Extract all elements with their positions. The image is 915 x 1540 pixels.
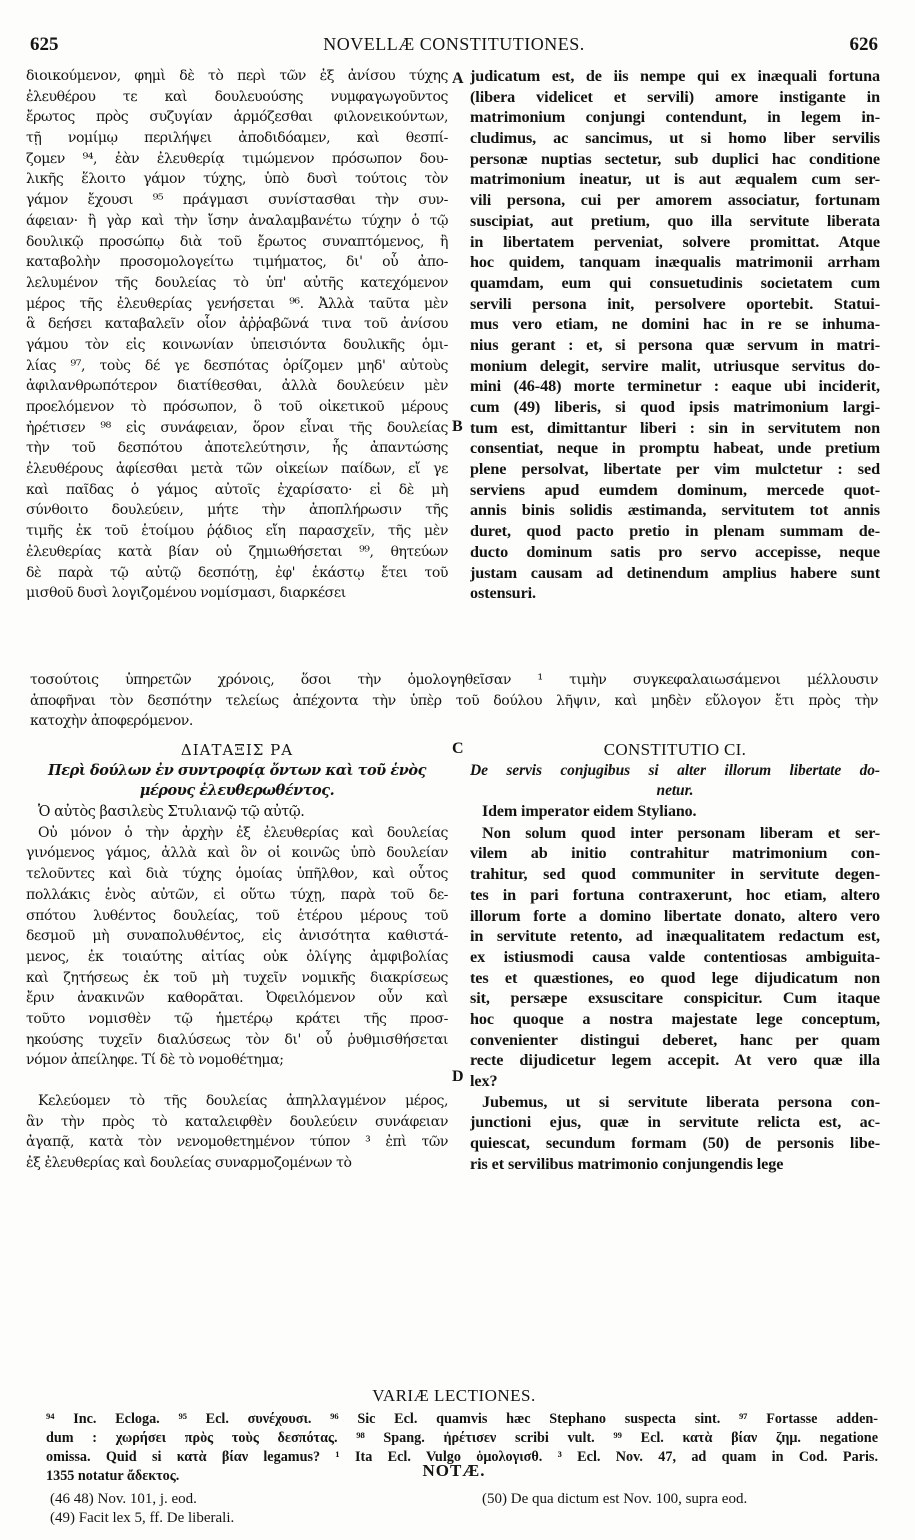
latin-section-line: tes in pari fortuna contraxerunt, hoc etiam, altero [470,885,880,904]
greek-text-line: ἃ δεήσει καταβαλεῖν οἷον ἀῤῥαβῶνά τινα τοῦ ἀνίσου [26,316,448,333]
marker-d: D [452,1068,464,1085]
latin-text-line: plene persolvat, libertate per vim mulctetur : sed [470,460,880,479]
greek-text-line: λίας ⁹⁷, τοὺς δέ γε δεσπότας ὁρίζομεν μηδ' αὐτοὺς [26,357,448,374]
greek-text-line: ἠρέτισεν ⁹⁸ εἰς συνάφειαν, ὅρον εἶναι τῆς δουλείας [26,419,448,436]
latin-section-line: tes et quæstiones, eo quod lege dijudicatum non [470,968,880,987]
latin-column-top [470,66,880,604]
marker-a: A [452,70,464,87]
latin-section-line: vilem ab initio contrahitur matrimonium con- [470,844,880,863]
varia-line: 1355 notatur ἄδεκτος. [46,1468,180,1484]
note-line: (50) De qua dictum est Nov. 100, supra eod. [482,1491,748,1507]
section-greek [26,740,448,1174]
greek-full-line: ἀποφῆναι τὸν δεσπότην τελείως ἀπέχοντα τὴν ὑπὲρ τοῦ δούλου λῆψιν, καὶ μηδὲν εὔλογον ἔτι πρὸς τὴν [30,692,878,709]
section-subtitle-latin-2: netur. [656,782,694,800]
greek-section-line: Κελεύομεν τὸ τῆς δουλείας ἀπηλλαγμένον μέρος, [38,1093,448,1109]
greek-section-line: καὶ ζητήσεως ἐκ τοῦ μὴ τυχεῖν νομικῆς διακρίσεως [26,969,448,986]
notes-left [50,1490,450,1528]
note-line: (49) Facit lex 5, ff. De liberali. [50,1510,235,1526]
varia-line: dum : χωρήσει πρὸς τοὺς δεσπότας. ⁹⁸ Spang. ἠρέτισεν scribi vult. ⁹⁹ Ecl. κατὰ βίαν ζημ. negatione [46,1430,878,1446]
greek-text-line: δὲ παρὰ τῷ αὐτῷ δεσπότῃ, ἐφ' ἑκάστῳ ἔτει τοῦ [26,564,448,581]
greek-section-line: τοῦτο νομισθὲν τῷ ἡμετέρῳ κράτει τῆς προσ- [26,1010,448,1027]
latin-section-line: recte dijudicetur legem accepit. At vero quæ illa [470,1051,880,1070]
latin-text-line: monium delegit, servire malit, utriusque servitus do- [470,356,880,375]
latin-text-line: quamdam, eum qui consuetudinis societatem cum [470,273,880,292]
latin-section-line: sit, persæpe exsuscitare conspicitur. Cum itaque [470,989,880,1008]
greek-text-line: δουλικῷ προσώπῳ διὰ τοῦ ἔρωτος συναπτόμενος, ἢ [26,233,448,250]
section-subtitle-greek-1: Περὶ δούλων ἐν συντροφίᾳ ὄντων καὶ τοῦ ἑνὸς [48,761,426,779]
address-latin: Idem imperator eidem Styliano. [482,803,697,821]
latin-text-line: duret, quod pacto pretio in plenam summam de- [470,522,880,541]
greek-text-line: ἀφιλανθρωπότερον διατίθεσθαι, ἀλλὰ δουλεύειν μὲν [26,378,448,395]
greek-text-line: μέρος τῆς ἐλευθερίας γενήσεται ⁹⁶. Ἀλλὰ ταῦτα μὲν [26,295,448,312]
section-subtitle-latin-1: De servis conjugibus si alter illorum libertate do- [470,761,880,779]
greek-text-line: τιμῆς ἐκ τοῦ ἑτοίμου ῥᾴδιος εἴη παρασχεῖν, τῆς μὲν [26,523,448,540]
greek-text-line: άφειαν· ἢ γὰρ καὶ τὴν ἴσην ἀναλαμβανέτω τύχην ὁ τῷ [26,212,448,229]
latin-text-line: judicatum est, de iis nempe qui ex inæquali fortuna [470,67,880,85]
greek-section-line: ἂν τὴν πρὸς τὸ καταλειφθὲν δουλεύειν συνάφειαν [26,1113,448,1130]
latin-text-line: annis binis solidis æstimanda, servitutem tot annis [470,501,880,520]
page-header [30,34,878,58]
greek-text-line: ἔρωτος πρὸς συζυγίαν ἁρμόζεσθαι φιλονεικούντων, [26,109,448,126]
varia-line: ⁹⁴ Inc. Ecloga. ⁹⁵ Ecl. συνέχουσι. ⁹⁶ Sic Ecl. quamvis hæc Stephano suspecta sint. ⁹⁷ Fortasse adden- [46,1411,878,1427]
latin-section-line: trahitur, sed quod communiter in servitute degen- [470,865,880,884]
greek-full-line: κατοχὴν ἀποφερόμενον. [30,713,193,730]
address-greek: Ὁ αὐτὸς βασιλεὺς Στυλιανῷ τῷ αὐτῷ. [38,804,305,821]
section-title-greek: ΔΙΑΤΑΞΙΣ ΡΑ [180,741,294,759]
section-title-latin: CONSTITUTIO CI. [603,740,747,759]
greek-text-line: γάμου τὸν εἰς κοινωνίαν ὑπεισιόντα δουλικῆς ὁμι- [26,336,448,353]
latin-section-line: ex istiusmodi causa valde contentiosas ambiguita- [470,947,880,966]
greek-text-line: γάμον ἔχουσι ⁹⁵ πράγμασι συνίστασθαι τὴν συν- [26,192,448,209]
greek-text-line: σύνθοιτο δουλεύειν, μήτε τὴν ἀποπλήρωσιν τῆς [26,502,448,519]
notes-right [482,1490,882,1509]
latin-text-line: ducto dominum satis pro servo accepisse, neque [470,542,880,561]
greek-full-line: τοσούτοις ὑπηρετῶν χρόνοις, ὅσοι τὴν ὁμολογηθεῖσαν ¹ τιμὴν συγκεφαλαιωσάμενοι μέλλουσιν [30,672,878,688]
page-number-left: 625 [30,34,59,55]
greek-section-line: Οὐ μόνον ὁ τὴν ἀρχὴν ἐξ ἐλευθερίας καὶ δουλείας [38,824,448,841]
latin-section-line: Jubemus, ut si servitute liberata persona con- [482,1092,880,1111]
latin-text-line: cum (49) liberis, si quod ipsis matrimonium largi- [470,398,880,416]
greek-section-line: μενος, ἐκ τοιαύτης αἰτίας οὐκ ὀλίγης ἀμφιβολίας [26,948,448,965]
greek-full-width-text [30,670,878,732]
notae-title: NOTÆ. [422,1461,486,1480]
greek-section-line: νόμον ἀπείληφε. Τί δὲ τὸ νομοθέτημα; [26,1052,284,1069]
latin-text-line: serviens apud eumdem dominum, mercede quot- [470,480,880,499]
greek-text-line: ἐλευθερίας κατὰ βίαν οὐ ζημιωθήσεται ⁹⁹, θητεύων [26,543,448,560]
variae-lectiones-title: VARIÆ LECTIONES. [372,1386,536,1405]
greek-text-line: λικῆς ἕλοιτο γάμον τύχης, ὑπὸ δυσὶ τούτοις τὸν [26,171,448,188]
greek-text-line: τῇ νομίμῳ περιλήψει ἀποδιδόαμεν, καὶ θεσπί- [26,130,448,147]
greek-section-line: πολλάκις ἑνὸς αὐτῶν, εἰ οὕτω τύχῃ, παρὰ τοῦ δε- [26,886,448,903]
running-title: NOVELLÆ CONSTITUTIONES. [323,34,585,54]
latin-text-line: personæ nuptias sectetur, sub duplici hac conditione [470,149,880,168]
greek-text-line: ζομεν ⁹⁴, ἐὰν ἐλευθερίᾳ τιμώμενον πρόσωπον δου- [26,150,448,167]
greek-text-line: μισθοῦ δυσὶ λογιζομένου νομίσμασι, διαρκέσει [26,585,346,602]
latin-text-line: nius gerant : et, si persona quæ servum in matri- [470,335,880,354]
greek-section-line: ἀγαπᾷ, κατὰ τὸν νενομοθετημένον τύπον ³ ἐπὶ τῶν [26,1134,448,1151]
greek-section-line: ἔριν ἀνακινῶν καθορᾶται. Ὀφειλόμενον οὖν καὶ [26,990,448,1007]
latin-text-line: mus vero etiam, ne domini hac in re se inhuma- [470,315,880,334]
latin-text-line: servili persona init, persolvere oportebit. Statui- [470,294,880,313]
greek-text-line: τὴν τοῦ δεσπότου ἀποτελεύτησιν, ἧς ἀπαντώσης [26,440,448,457]
latin-section-line: lex? [470,1072,498,1090]
greek-section-line: δεσμοῦ μὴ συναπολυθέντος, εἰς ἀνισότητα καθιστά- [26,928,448,945]
greek-section-line: ἐξ ἐλευθερίας καὶ δουλείας συναρμοζομένων τὸ [26,1155,352,1172]
latin-section-line: junctioni ejus, quæ in servitute relicta est, ac- [470,1113,880,1132]
greek-text-line: προελόμενον τὸ πρόσωπον, ὃ τοῦ οἰκετικοῦ μέρους [26,399,448,415]
latin-text-line: matrimonium ineatur, ut is aut æqualem cum ser- [470,170,880,189]
section-body-latin [470,823,880,1175]
latin-text-line: justam causam ad detinendum amplius habere sunt [470,563,880,582]
latin-text-line: matrimonium conjungi contendunt, in legem in- [470,108,880,127]
greek-text-line: καὶ παῖδας ὁ γάμος αὐτοῖς ἐχαρίσατο· εἰ δὲ μὴ [26,481,448,498]
greek-text-line: καταβολὴν προσομολογείτω τιμήματος, δι' οὗ ἀπο- [26,254,448,271]
greek-text-line: ἐλευθέρου τε καὶ δουλευούσης νυμφαγωγοῦντος [26,88,448,105]
greek-section-line: τελοῦντες καὶ διὰ τύχης ὁμοίας ὑπῆλθον, καὶ οὗτος [26,866,448,883]
greek-section-line: ηκούσης τυχεῖν διαλύσεως τὸν δι' οὗ ῥυθμισθήσεται [26,1031,448,1048]
latin-section-line: Non solum quod inter personam liberam et ser- [482,823,880,842]
section-body2-greek [26,1091,448,1174]
latin-section-line: hoc quoque a nostra majestate lege conceptum, [470,1009,880,1028]
latin-section-line: illorum forte a domino libertate donato, altero vero [470,906,880,925]
section-latin [470,740,880,1174]
latin-text-line: suscipiat, aut pretium, quo illa servitute liberata [470,211,880,230]
note-line: (46 48) Nov. 101, j. eod. [50,1491,197,1507]
latin-text-line: in libertatem perveniat, solvere promittat. Atque [470,232,880,251]
varia-line: omissa. Quid si κατὰ βίαν legamus? ¹ Ita Ecl. Vulgo ὁμολογισθ. ³ Ecl. Nov. 47, ad quam in Cod. Paris. [46,1449,878,1465]
greek-column-top [26,66,448,604]
page-number-right: 626 [849,34,878,55]
latin-text-line: ostensuri. [470,584,537,603]
section-body-greek [26,823,448,1071]
latin-section-line: quiescat, secundum formam (50) de personis libe- [470,1134,880,1153]
latin-text-line: vili persona, cui per amorem associatur, fortunam [470,191,880,210]
greek-text-line: ἐλευθέρους ἀφίεσθαι μετὰ τῶν οἰκείων παίδων, εἴ γε [26,461,448,478]
latin-section-line: ris et servilibus matrimonio conjungendis lege [470,1154,784,1173]
latin-text-line: (libera videlicet et servili) amore instigante in [470,87,880,106]
latin-text-line: cludimus, ac sancimus, ut si homo liber servilis [470,129,880,148]
greek-text-line: λελυμένον τῆς δουλείας τὸ ὑπ' αὐτῆς κατεχόμενον [26,274,448,291]
marker-c: C [452,740,464,757]
latin-text-line: mini (46-48) morte terminetur : eaque ubi inciderit, [470,377,880,396]
latin-section-line: convenienter distingui deberet, hanc per quam [470,1030,880,1049]
latin-text-line: consentiat, neque in promptu habeat, unde pretium [470,439,880,458]
latin-text-line: hoc quidem, tanquam inæqualis matrimonii arrham [470,253,880,272]
latin-text-line: tum est, dimittantur liberi : sin in servitutem non [470,418,880,437]
section-subtitle-greek-2: μέρους ἐλευθερωθέντος. [139,782,335,800]
latin-section-line: in servitute retento, ad inæqualitatem redactum est, [470,927,880,946]
marker-b: B [452,418,463,435]
greek-text-line: διοικούμενον, φημὶ δὲ τὸ περὶ τῶν ἐξ ἀνίσου τύχης [26,68,448,84]
greek-section-line: γινόμενος γάμος, ἀλλὰ καὶ ὃν οἱ κοινῶς ὑπὸ δουλείαν [26,845,448,862]
greek-section-line: σπότου λυθέντος δουλείας, τοῦ ἑτέρου μέρους τοῦ [26,907,448,924]
